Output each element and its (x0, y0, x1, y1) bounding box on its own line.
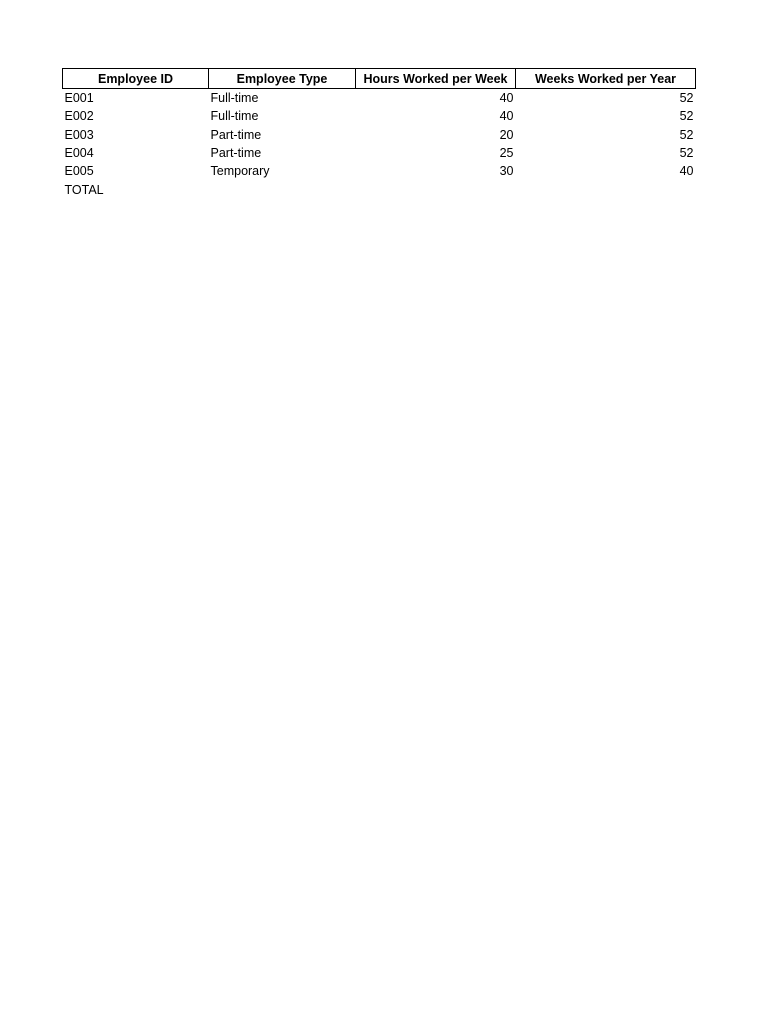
cell-hours-per-week: 30 (499, 164, 514, 179)
total-empty-cell (209, 180, 356, 198)
cell-weeks-per-year: 52 (679, 127, 694, 142)
total-label: TOTAL (64, 182, 104, 197)
table-body (63, 89, 696, 199)
spreadsheet-page (62, 68, 695, 199)
cell-hours-per-week: 25 (499, 146, 514, 161)
cell-employee-id: E005 (64, 164, 94, 179)
table-header (63, 69, 696, 89)
table-row (63, 107, 696, 125)
cell-employee-id: E001 (64, 91, 94, 106)
table-row (63, 126, 696, 144)
cell-hours-per-week: 40 (499, 91, 514, 106)
header-row (63, 69, 696, 89)
cell-employee-id: E002 (64, 109, 94, 124)
cell-employee-type: Full-time (210, 91, 259, 106)
cell-employee-type: Part-time (210, 146, 262, 161)
header-employee-type: Employee Type (209, 69, 356, 89)
employee-hours-table (62, 68, 696, 199)
cell-weeks-per-year: 52 (679, 109, 694, 124)
cell-employee-type: Full-time (210, 109, 259, 124)
header-weeks-per-year: Weeks Worked per Year (516, 69, 696, 89)
cell-weeks-per-year: 52 (679, 91, 694, 106)
cell-employee-type: Part-time (210, 127, 262, 142)
total-row (63, 180, 696, 198)
cell-hours-per-week: 40 (499, 109, 514, 124)
header-hours-per-week: Hours Worked per Week (356, 69, 516, 89)
cell-hours-per-week: 20 (499, 127, 514, 142)
table-row (63, 89, 696, 108)
cell-weeks-per-year: 52 (679, 146, 694, 161)
cell-employee-id: E004 (64, 146, 94, 161)
table-row (63, 144, 696, 162)
table-row (63, 162, 696, 180)
cell-employee-id: E003 (64, 127, 94, 142)
cell-weeks-per-year: 40 (679, 164, 694, 179)
cell-employee-type: Temporary (210, 164, 270, 179)
total-empty-cell (356, 180, 516, 198)
total-empty-cell (516, 180, 696, 198)
header-employee-id: Employee ID (63, 69, 209, 89)
